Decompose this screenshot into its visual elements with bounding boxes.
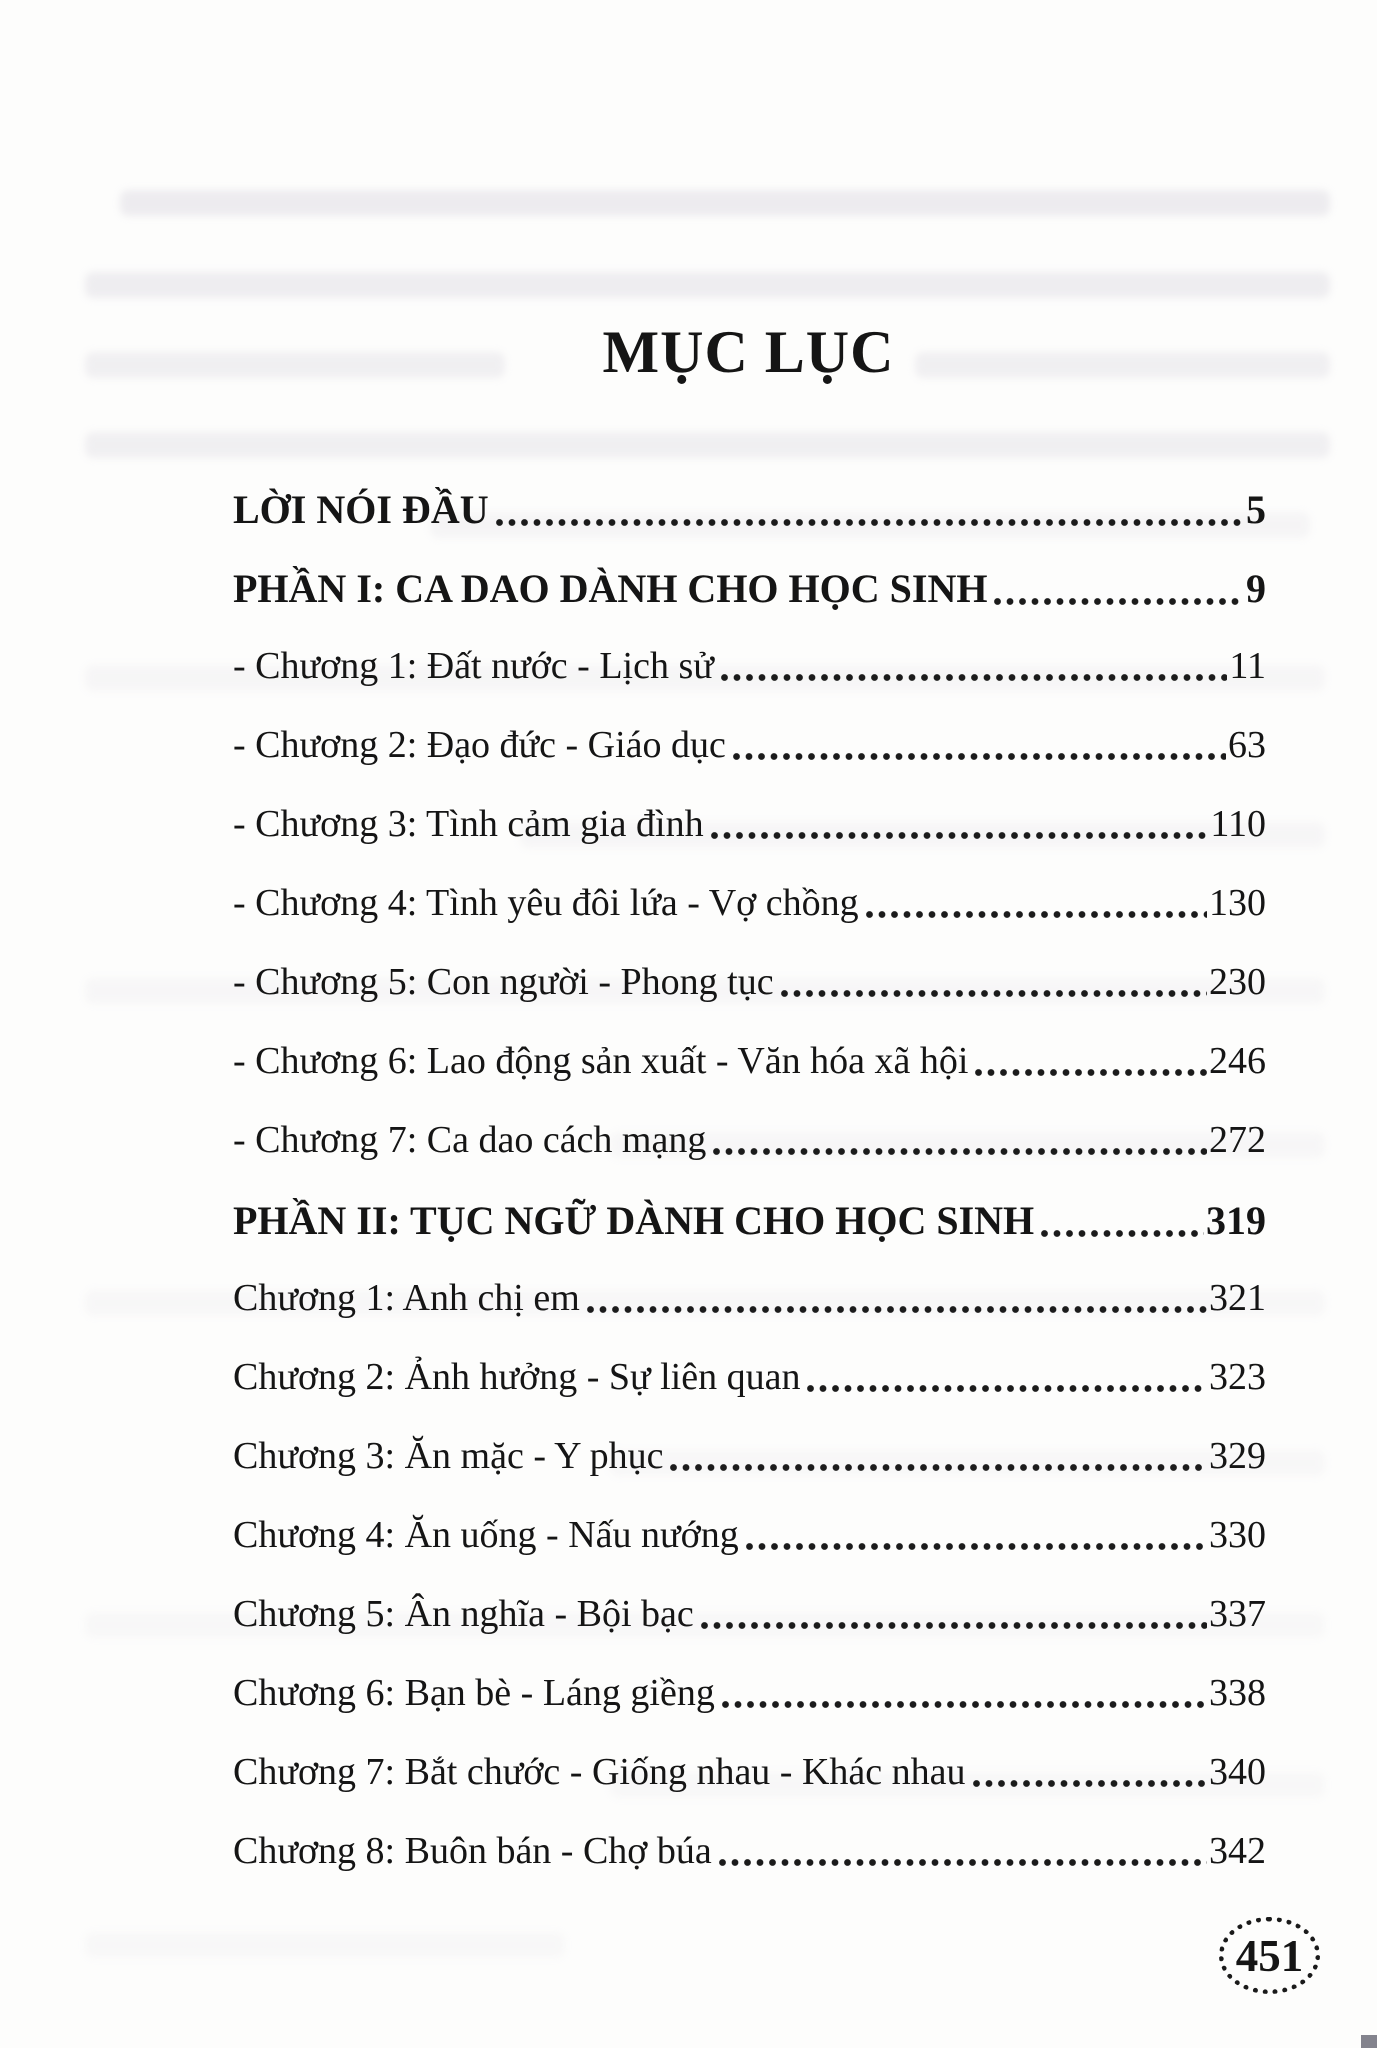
scan-artifact: [1361, 2035, 1377, 2048]
bleed-through-smudge: [85, 432, 1330, 458]
dot-leader: [1040, 1229, 1204, 1238]
toc-entry-page-number: 329: [1209, 1435, 1266, 1477]
dot-leader: [993, 597, 1244, 606]
toc-entry-label: PHẦN II: TỤC NGỮ DÀNH CHO HỌC SINH: [233, 1198, 1035, 1243]
toc-entry: [233, 1513, 1266, 1592]
toc-entry-page-number: 342: [1209, 1830, 1266, 1872]
toc-entry-page-number: 323: [1209, 1356, 1266, 1398]
toc-entry-label: - Chương 5: Con người - Phong tục: [233, 961, 774, 1003]
toc-entry-label: - Chương 1: Đất nước - Lịch sử: [233, 645, 714, 687]
bleed-through-smudge: [85, 1932, 565, 1958]
toc-entry: [233, 1276, 1266, 1355]
dot-leader: [720, 673, 1228, 682]
dot-leader: [806, 1384, 1207, 1393]
toc-entry-label: - Chương 4: Tình yêu đôi lứa - Vợ chồng: [233, 882, 859, 924]
toc-entry-page-number: 321: [1209, 1277, 1266, 1319]
dot-leader: [780, 989, 1207, 998]
toc-entry: [233, 565, 1266, 644]
dot-leader: [974, 1068, 1207, 1077]
toc-entry: [233, 881, 1266, 960]
toc-entry: [233, 1592, 1266, 1671]
toc-entry-page-number: 11: [1229, 645, 1266, 687]
toc-entry-label: Chương 2: Ảnh hưởng - Sự liên quan: [233, 1356, 801, 1398]
toc-entry: [233, 644, 1266, 723]
dot-leader: [712, 1147, 1207, 1156]
dot-leader: [865, 910, 1207, 919]
toc-entry: [233, 1118, 1266, 1197]
dot-leader: [721, 1700, 1207, 1709]
toc-entry-label: PHẦN I: CA DAO DÀNH CHO HỌC SINH: [233, 566, 988, 611]
toc-entry: [233, 1039, 1266, 1118]
toc-entry-page-number: 63: [1228, 724, 1266, 766]
toc-entry: [233, 1197, 1266, 1276]
table-of-contents: [233, 486, 1266, 1908]
toc-entry-page-number: 5: [1246, 487, 1266, 532]
page-number: 451: [1235, 1930, 1304, 1981]
toc-entry-label: - Chương 3: Tình cảm gia đình: [233, 803, 704, 845]
toc-entry-page-number: 337: [1209, 1593, 1266, 1635]
toc-entry-label: Chương 7: Bắt chước - Giống nhau - Khác nhau: [233, 1751, 966, 1793]
toc-entry-label: Chương 5: Ân nghĩa - Bội bạc: [233, 1593, 694, 1635]
toc-entry: [233, 1355, 1266, 1434]
toc-entry-page-number: 130: [1209, 882, 1266, 924]
toc-entry-page-number: 338: [1209, 1672, 1266, 1714]
toc-entry-page-number: 340: [1209, 1751, 1266, 1793]
dot-leader: [745, 1542, 1207, 1551]
toc-entry-label: - Chương 2: Đạo đức - Giáo dục: [233, 724, 726, 766]
toc-entry: [233, 1829, 1266, 1908]
toc-entry-page-number: 246: [1209, 1040, 1266, 1082]
toc-entry-label: - Chương 6: Lao động sản xuất - Văn hóa xã hội: [233, 1040, 969, 1082]
toc-entry: [233, 723, 1266, 802]
toc-entry: [233, 960, 1266, 1039]
page-number-badge: [1219, 1917, 1320, 1994]
toc-entry: [233, 802, 1266, 881]
dot-leader: [710, 831, 1209, 840]
bleed-through-smudge: [120, 190, 1330, 216]
dot-leader: [718, 1858, 1207, 1867]
toc-entry-page-number: 230: [1209, 961, 1266, 1003]
toc-entry-page-number: 110: [1210, 803, 1266, 845]
toc-entry-label: LỜI NÓI ĐẦU: [233, 487, 489, 532]
page-title: MỤC LỤC: [602, 319, 895, 385]
toc-entry-page-number: 272: [1209, 1119, 1266, 1161]
dot-leader: [732, 752, 1226, 761]
dot-leader: [972, 1779, 1207, 1788]
toc-entry-label: Chương 4: Ăn uống - Nấu nướng: [233, 1514, 739, 1556]
toc-entry-label: Chương 8: Buôn bán - Chợ búa: [233, 1830, 712, 1872]
dot-leader: [700, 1621, 1207, 1630]
toc-entry-page-number: 9: [1246, 566, 1266, 611]
toc-entry: [233, 1434, 1266, 1513]
dot-leader: [495, 518, 1244, 527]
toc-entry-label: Chương 3: Ăn mặc - Y phục: [233, 1435, 664, 1477]
dot-leader: [586, 1305, 1207, 1314]
toc-entry: [233, 1671, 1266, 1750]
dot-leader: [669, 1463, 1207, 1472]
toc-entry-label: Chương 6: Bạn bè - Láng giềng: [233, 1672, 715, 1714]
toc-entry-label: - Chương 7: Ca dao cách mạng: [233, 1119, 707, 1161]
toc-entry: [233, 1750, 1266, 1829]
toc-entry: [233, 486, 1266, 565]
toc-entry-page-number: 330: [1209, 1514, 1266, 1556]
toc-entry-page-number: 319: [1206, 1198, 1266, 1243]
toc-entry-label: Chương 1: Anh chị em: [233, 1277, 580, 1319]
bleed-through-smudge: [85, 272, 1330, 298]
